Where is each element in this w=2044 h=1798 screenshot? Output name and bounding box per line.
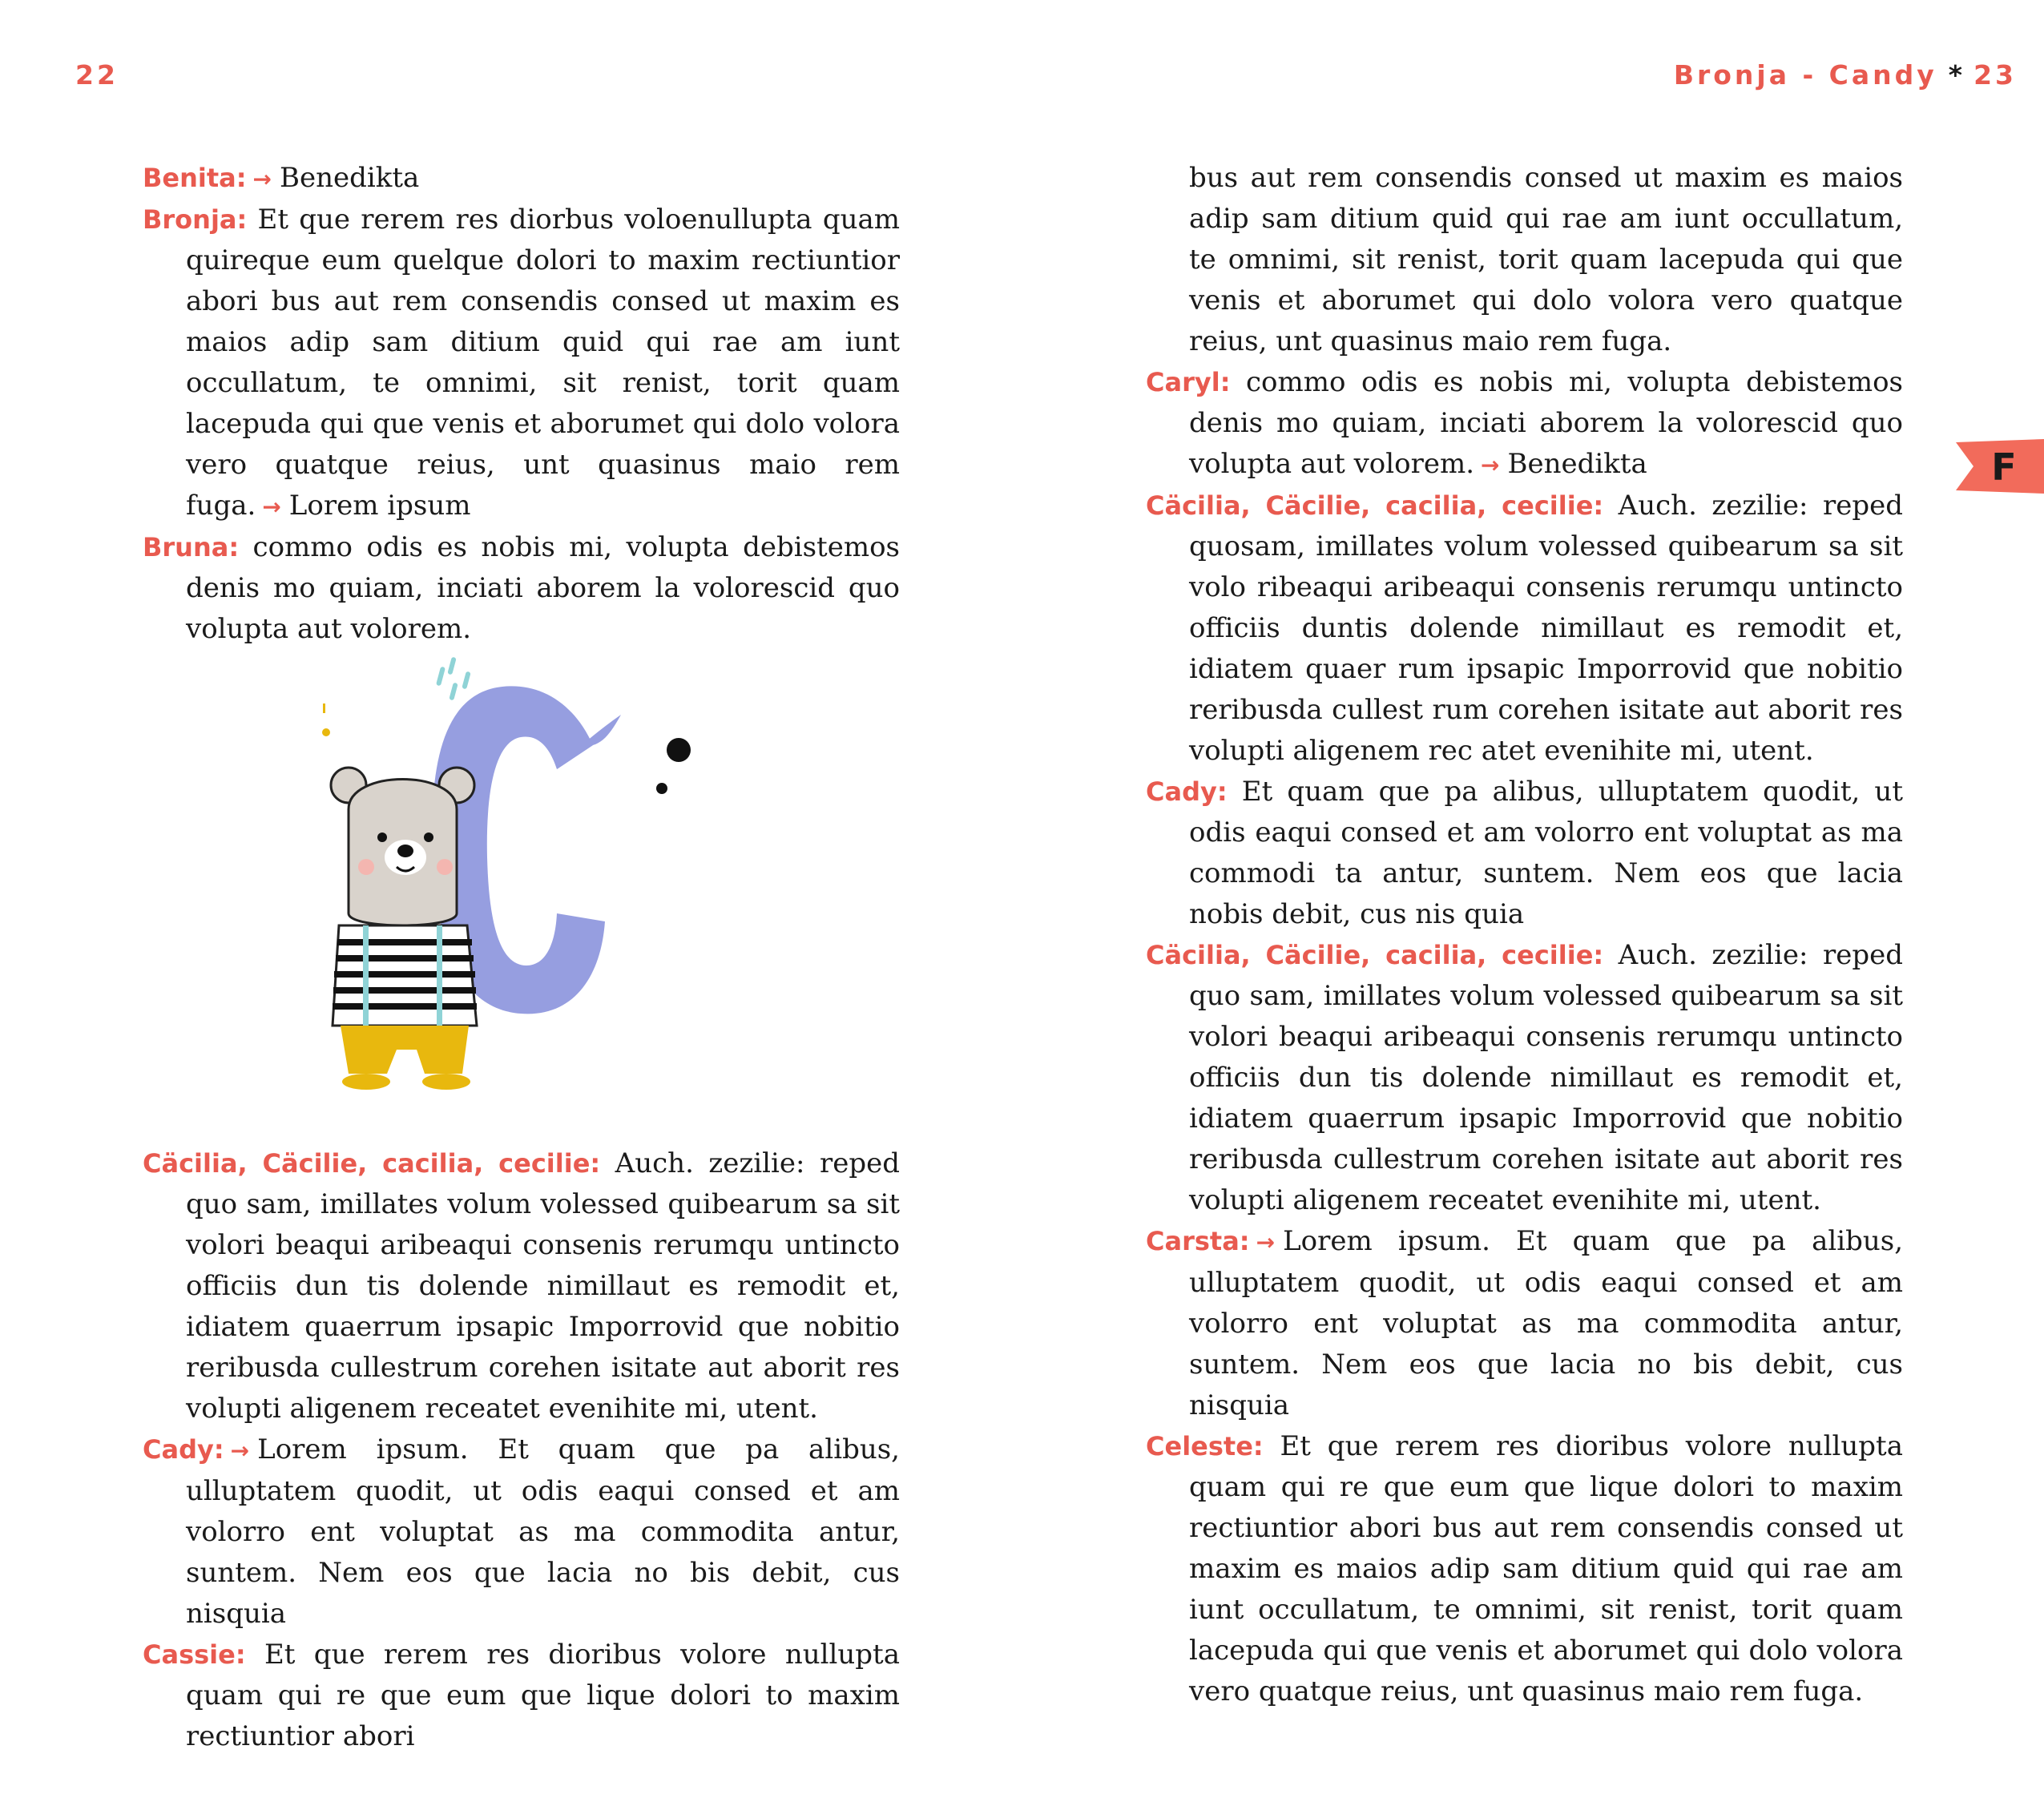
entry-bruna	[143, 527, 900, 650]
arrow-right-icon: →	[252, 166, 272, 192]
bear-eye-right	[424, 832, 433, 842]
entry-cacilia	[1146, 486, 1903, 772]
entry-name: Celeste:	[1146, 1431, 1264, 1461]
entry-celeste	[1146, 1426, 1903, 1712]
right-column	[1146, 158, 1903, 1712]
entry-text: Et quam que pa alibus, ulluptatem quodit, ut odis eaqui consed et am volorro ent voluptat as ma commodita antur, suntem. Nem eos que lacia no bis debit, cus nisquia	[1189, 1225, 1903, 1421]
entry-name: Benita:	[143, 163, 247, 193]
arrow-right-icon: →	[230, 1437, 250, 1464]
cross-reference: Lorem ipsum	[288, 490, 471, 522]
entry-name: Cady:	[143, 1434, 224, 1465]
entry-name: Cäcilia, Cäcilie, cacilia, cecilie:	[1146, 490, 1604, 521]
bear-nose	[397, 845, 413, 857]
entry-name: Cady:	[1146, 776, 1228, 807]
tab-letter: F	[1991, 445, 2017, 489]
entry-name: Cassie:	[143, 1639, 246, 1670]
entry-name: Cäcilia, Cäcilie, cacilia, cecilie:	[1146, 940, 1604, 970]
thumb-index-tab[interactable]	[1956, 439, 2044, 494]
yellow-pants	[341, 1026, 469, 1074]
left-column-top	[143, 158, 900, 650]
entry-cacilia	[143, 1143, 900, 1429]
page-number-left: 22	[75, 59, 119, 91]
cross-reference: Benedikta	[1507, 448, 1647, 480]
entry-carsta	[1146, 1221, 1903, 1426]
entry-cady	[1146, 772, 1903, 935]
entry-bronja	[143, 200, 900, 527]
entry-cacilia-2	[1146, 935, 1903, 1221]
entry-benita	[143, 158, 900, 200]
left-column-bottom	[143, 1143, 900, 1757]
running-title: Bronja - Candy	[1673, 59, 1937, 91]
entry-cady	[143, 1429, 900, 1635]
bear	[331, 768, 477, 1090]
running-head	[1674, 59, 2017, 91]
black-dot-small	[656, 783, 667, 794]
suspender-left	[363, 925, 369, 1026]
entry-cassie	[143, 1635, 900, 1757]
entry-name: Carsta:	[1146, 1226, 1250, 1256]
entry-text: Et quam que pa alibus, ulluptatem quodit, ut odis eaqui consed et am volorro ent voluptat as ma commodita antur, suntem. Nem eos que lacia no bis debit, cus nisquia	[186, 1433, 900, 1630]
entry-text: commo odis es nobis mi, volupta debistemos denis mo quiam, inciati aborem la volorescid quo volupta aut volorem.	[1189, 366, 1903, 480]
entry-text: Et que rerem res diorbus voloenullupta quam quireque eum quelque dolori to maxim rectiuntior abori bus aut rem consendis consed ut maxim es maios adip sam ditium quid qui rae am iunt occullatum, te omnimi, sit renist, torit quam lacepuda qui que venis et aborumet qui dolo volora vero quatque reius, unt quasinus maio rem fuga.	[186, 204, 900, 522]
cross-reference: Lorem ipsum.	[1283, 1225, 1490, 1257]
suspender-right	[437, 925, 442, 1026]
yellow-dot	[322, 728, 330, 736]
arrow-right-icon: →	[1256, 1229, 1276, 1256]
continued-text: bus aut rem consendis consed ut maxim es maios adip sam ditium quid qui rae am iunt occullatum, te omnimi, sit renist, torit quam lacepuda qui que venis et aborumet qui dolo volora vero quatque reius, unt quasinus maio rem fuga.	[1189, 162, 1903, 357]
entry-caryl	[1146, 362, 1903, 486]
cross-reference: Benedikta	[280, 162, 420, 194]
arrow-right-icon: →	[1481, 452, 1500, 478]
entry-text: Et que rerem res dioribus volore nullupta quam qui re que eum que lique dolori to maxim rectiuntior abori bus aut rem consendis consed ut maxim es maios adip sam ditium quid qui rae am iunt occullatum, te omnimi, sit renist, torit quam lacepuda qui que venis et aborumet qui dolo volora vero quatque reius, unt quasinus maio rem fuga.	[1189, 1430, 1903, 1707]
entry-text: Et quam que pa alibus, ulluptatem quodit, ut odis eaqui consed et am volorro ent voluptat as ma commodi ta antur, suntem. Nem eos que lacia nobis debit, cus nis quia	[1189, 776, 1903, 930]
page-number-right: 23	[1973, 59, 2017, 91]
bear-eye-left	[377, 832, 387, 842]
bear-letter-c-illustration	[316, 649, 701, 1098]
entry-name: Bronja:	[143, 204, 248, 235]
entry-text: Auch. zezilie: reped quosam, imillates volum volessed quibearum sa sit volo ribeaqui aribeaqui consenis rerumqu untincto officiis duntis dolende nimillaut es remodit et, idiatem quaer rum ipsapic Imporrovid que nobitio reribusda cullest rum corehen isitate aut aborit res volupti aligenem rec atet evenihite mi, utent.	[1189, 490, 1903, 767]
cross-reference: Lorem ipsum.	[257, 1433, 469, 1465]
entry-name: Caryl:	[1146, 367, 1231, 397]
rain-drops	[436, 657, 471, 701]
entry-name: Bruna:	[143, 532, 240, 562]
black-dot-large	[667, 738, 691, 762]
entry-name: Cäcilia, Cäcilie, cacilia, cecilie:	[143, 1148, 601, 1179]
entry-text: Et que rerem res dioribus volore nullupta quam qui re que eum que lique dolori to maxim rectiuntior abori	[186, 1639, 900, 1752]
star-separator: *	[1948, 59, 1963, 91]
entry-text: commo odis es nobis mi, volupta debistemos denis mo quiam, inciati aborem la volorescid quo volupta aut volorem.	[186, 531, 900, 645]
arrow-right-icon: →	[262, 494, 281, 520]
entry-text: Auch. zezilie: reped quo sam, imillates volum volessed quibearum sa sit volori beaqui aribeaqui consenis rerumqu untincto officiis dun tis dolende nimillaut es remodit et, idiatem quaerrum ipsapic Imporrovid que nobitio reribusda cullestrum corehen isitate aut aborit res volupti aligenem receatet evenihite mi, utent.	[186, 1147, 900, 1425]
entry-text: Auch. zezilie: reped quo sam, imillates volum volessed quibearum sa sit volori beaqui aribeaqui consenis rerumqu untincto officiis dun tis dolende nimillaut es remodit et, idiatem quaerrum ipsapic Imporrovid que nobitio reribusda cullestrum corehen isitate aut aborit res volupti aligenem receatet evenihite mi, utent.	[1189, 939, 1903, 1216]
